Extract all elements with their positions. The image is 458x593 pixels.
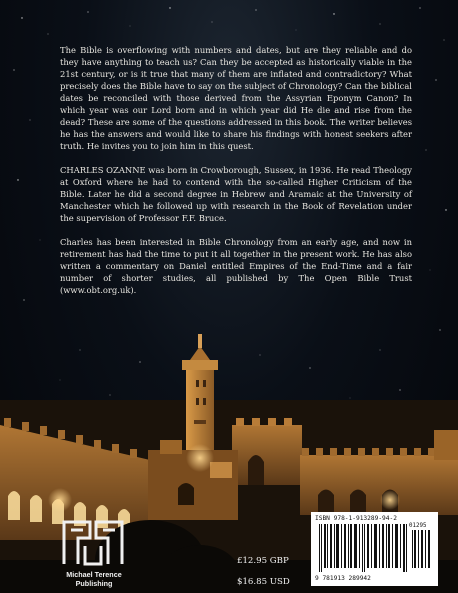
publisher-name-line2: Publishing	[75, 579, 113, 588]
isbn-number: ISBN 978-1-913289-94-2	[315, 515, 397, 522]
isbn-label	[315, 515, 434, 522]
price-code: 01295	[409, 523, 427, 529]
publisher-logo	[60, 518, 126, 568]
lamp-glow	[48, 488, 72, 512]
isbn-barcode	[311, 512, 438, 586]
price-gbp: £12.95 GBP	[237, 556, 289, 566]
publisher-logo-icon	[60, 518, 126, 568]
price-usd: $16.85 USD	[237, 577, 290, 587]
blurb-paragraph-author-works: Charles has been interested in Bible Chronology from an early age, and now in retirement has had the time to put it all together in the present work. He has also written a commentary on Daniel entitled Empires of the End-Time and a fair number of shorter studies, all published by The Open Bible Trust (www.obt.org.uk).	[60, 237, 412, 295]
publisher-name	[48, 570, 140, 588]
blurb-paragraph-intro: The Bible is overflowing with numbers and dates, but are they reliable and do they have anything to teach us? Can they be accepted as historically viable in the 21st century, or is it true that many of them are inflated and contradictory? What precisely does the Bible have to say on the subject of Chronology? Can the biblical dates be reconciled with those derived from the Assyrian Eponym Canon? In which year was our Lord born and in which year did He die and rise from the dead? These are some of the questions addressed in this book. The writer believes he has the answers and would like to share his findings with honest seekers after truth. He invites you to join him in this quest.	[60, 45, 412, 151]
back-cover-blurb	[60, 44, 412, 308]
barcode-digits-row	[315, 575, 434, 582]
barcode-bars	[317, 524, 432, 574]
lamp-glow	[186, 444, 214, 472]
publisher-name-line1: Michael Terence	[66, 570, 122, 579]
blurb-paragraph-author-bio: CHARLES OZANNE was born in Crowborough, Sussex, in 1936. He read Theology at Oxford where he had to contend with the so-called Higher Criticism of the Bible. Later he did a second degree in Hebrew and Aramaic at the University of Manchester which he followed up with research in the Book of Revelation under the supervision of Professor F.F. Bruce.	[60, 165, 412, 223]
lamp-glow	[380, 490, 400, 510]
barcode-digits: 9 781913 289942	[315, 575, 371, 582]
citadel-keep	[232, 418, 302, 485]
tower-of-david	[182, 334, 218, 458]
